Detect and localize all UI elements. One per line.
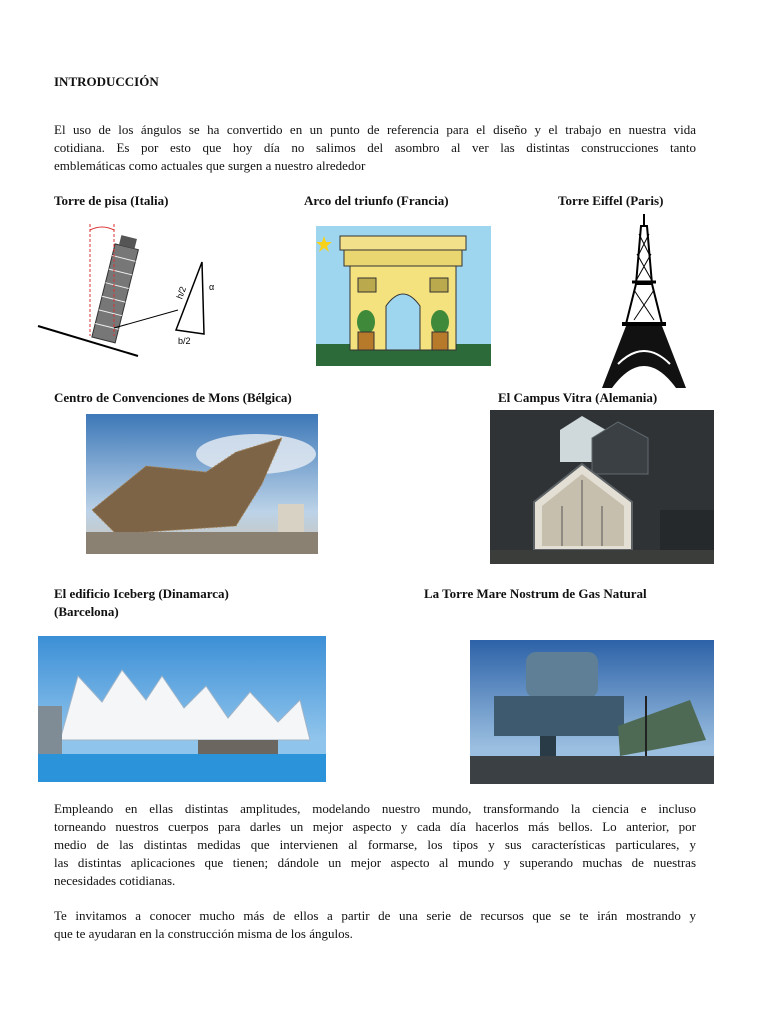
caption-mare-nostrum: La Torre Mare Nostrum de Gas Natural bbox=[424, 586, 647, 601]
closing-paragraph bbox=[54, 907, 696, 943]
caption-eiffel: Torre Eiffel (Paris) bbox=[558, 193, 664, 208]
intro-line: El uso de los ángulos se ha convertido en un punto de referencia para el diseño y el trabajo en nuestra vida bbox=[54, 122, 696, 137]
body-paragraph bbox=[54, 800, 696, 890]
body-line: torneando nuestros cuerpos para darles un mejor aspecto y cada día hacerlos más bellos. Lo anterior, por bbox=[54, 819, 696, 834]
eiffel-tower-image bbox=[592, 214, 696, 390]
label-b-half: b/2 bbox=[178, 336, 191, 346]
mare-nostrum-tower-image bbox=[470, 640, 714, 784]
intro-line: cotidiana. Es por esto que hoy día no salimos del asombro al ver las distintas construcciones tanto bbox=[54, 140, 696, 155]
intro-paragraph bbox=[54, 121, 696, 175]
body-line: Empleando en ellas distintas amplitudes, modelando nuestro mundo, transformando la ciencia e incluso bbox=[54, 801, 696, 816]
label-alpha: α bbox=[209, 282, 215, 292]
page-title: INTRODUCCIÓN bbox=[54, 74, 159, 89]
intro-line: emblemáticas como actuales que surgen a nuestro alrededor bbox=[54, 158, 366, 173]
closing-line: Te invitamos a conocer mucho más de ellos a partir de una serie de recursos que se te irán mostrando y bbox=[54, 908, 696, 923]
vitra-campus-image bbox=[490, 410, 714, 564]
arco-triunfo-image bbox=[316, 226, 491, 366]
caption-mons: Centro de Convenciones de Mons (Bélgica) bbox=[54, 390, 292, 405]
caption-vitra: El Campus Vitra (Alemania) bbox=[498, 390, 658, 405]
pisa-tower-diagram bbox=[36, 216, 246, 360]
label-h-half: h/2 bbox=[174, 285, 189, 301]
caption-iceberg-barcelona: (Barcelona) bbox=[54, 604, 119, 619]
caption-iceberg: El edificio Iceberg (Dinamarca) bbox=[54, 586, 229, 601]
body-line: medio de las distintas medidas que intervienen al formarse, los tipos y sus características particulares, y bbox=[54, 837, 696, 852]
closing-line: que te ayudaran en la construcción misma de los ángulos. bbox=[54, 926, 353, 941]
iceberg-building-image bbox=[38, 636, 326, 782]
mons-convention-center-image bbox=[86, 414, 318, 554]
body-line: necesidades cotidianas. bbox=[54, 873, 176, 888]
body-line: las distintas aplicaciones que tienen; dándole un mejor aspecto al mundo y superando muchas de nuestras bbox=[54, 855, 696, 870]
caption-pisa: Torre de pisa (Italia) bbox=[54, 193, 169, 208]
caption-arco: Arco del triunfo (Francia) bbox=[304, 193, 449, 208]
